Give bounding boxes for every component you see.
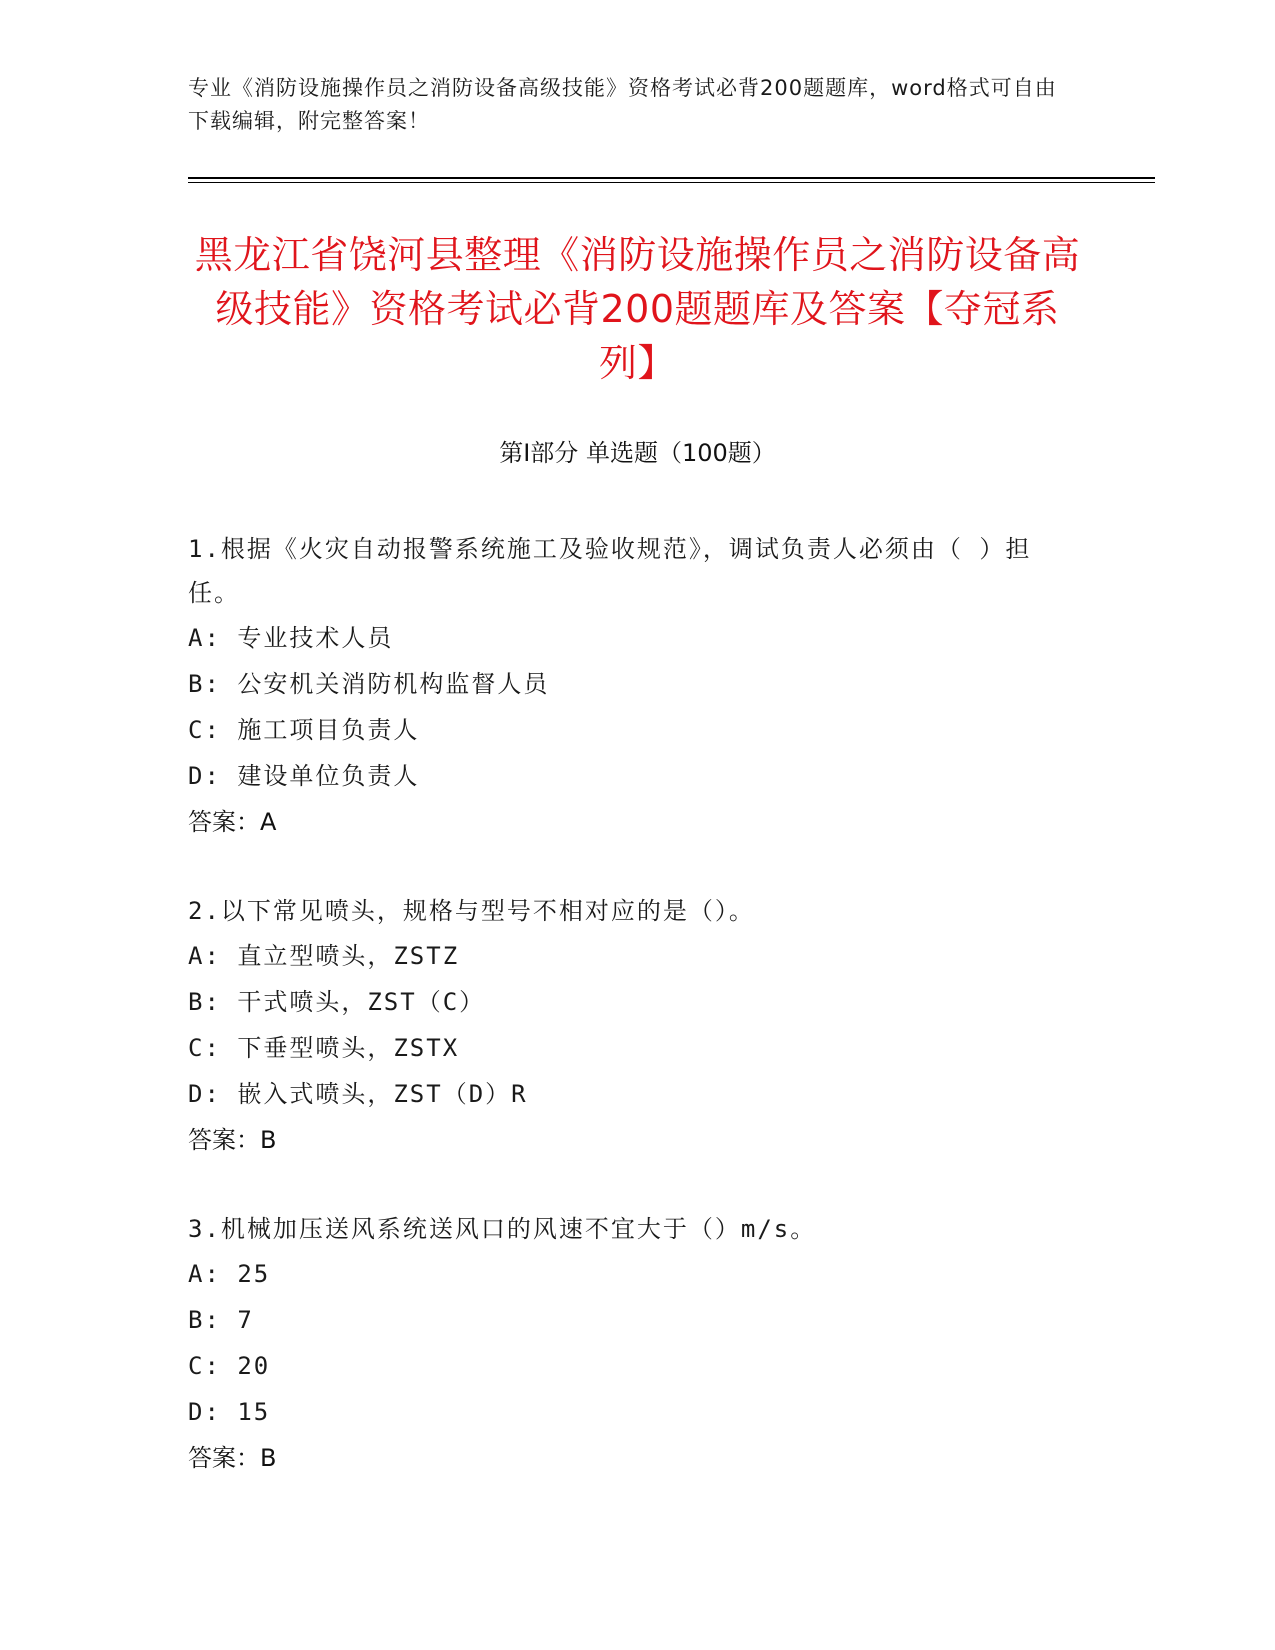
option-c: C: 20: [188, 1352, 271, 1380]
header-note: 专业《消防设施操作员之消防设备高级技能》资格考试必背200题题库，word格式可自由下载编辑，附完整答案！: [188, 76, 1057, 133]
option-a: A: 专业技术人员: [188, 624, 394, 652]
section-heading: 第Ⅰ部分 单选题（100题）: [499, 439, 776, 467]
option-a: A: 直立型喷头，ZSTZ: [188, 942, 460, 970]
option-d: D: 建设单位负责人: [188, 762, 420, 790]
question-3: [188, 1207, 1078, 1481]
option-c: C: 施工项目负责人: [188, 716, 420, 744]
question-list: [188, 527, 1078, 1525]
option-c: C: 下垂型喷头，ZSTX: [188, 1034, 460, 1062]
document-title: 黑龙江省饶河县整理《消防设施操作员之消防设备高级技能》资格考试必背200题题库及答案【夺冠系列】: [194, 233, 1081, 385]
question-stem: 2.以下常见喷头，规格与型号不相对应的是（）。: [188, 897, 755, 925]
question-stem: 1.根据《火灾自动报警系统施工及验收规范》，调试负责人必须由（ ）担任。: [188, 535, 1032, 607]
header-rule-thick: [188, 177, 1155, 179]
header-rule-thin: [188, 182, 1155, 183]
option-b: B: 公安机关消防机构监督人员: [188, 670, 550, 698]
option-d: D: 15: [188, 1398, 271, 1426]
question-stem: 3.机械加压送风系统送风口的风速不宜大于（）m/s。: [188, 1215, 817, 1243]
option-b: B: 干式喷头，ZST（C）: [188, 988, 486, 1016]
question-2: [188, 889, 1078, 1163]
answer-line: 答案：B: [188, 1126, 277, 1154]
answer-line: 答案：A: [188, 808, 277, 836]
question-1: [188, 527, 1078, 845]
answer-line: 答案：B: [188, 1444, 277, 1472]
option-b: B: 7: [188, 1306, 254, 1334]
option-a: A: 25: [188, 1260, 271, 1288]
option-d: D: 嵌入式喷头，ZST（D）R: [188, 1080, 528, 1108]
